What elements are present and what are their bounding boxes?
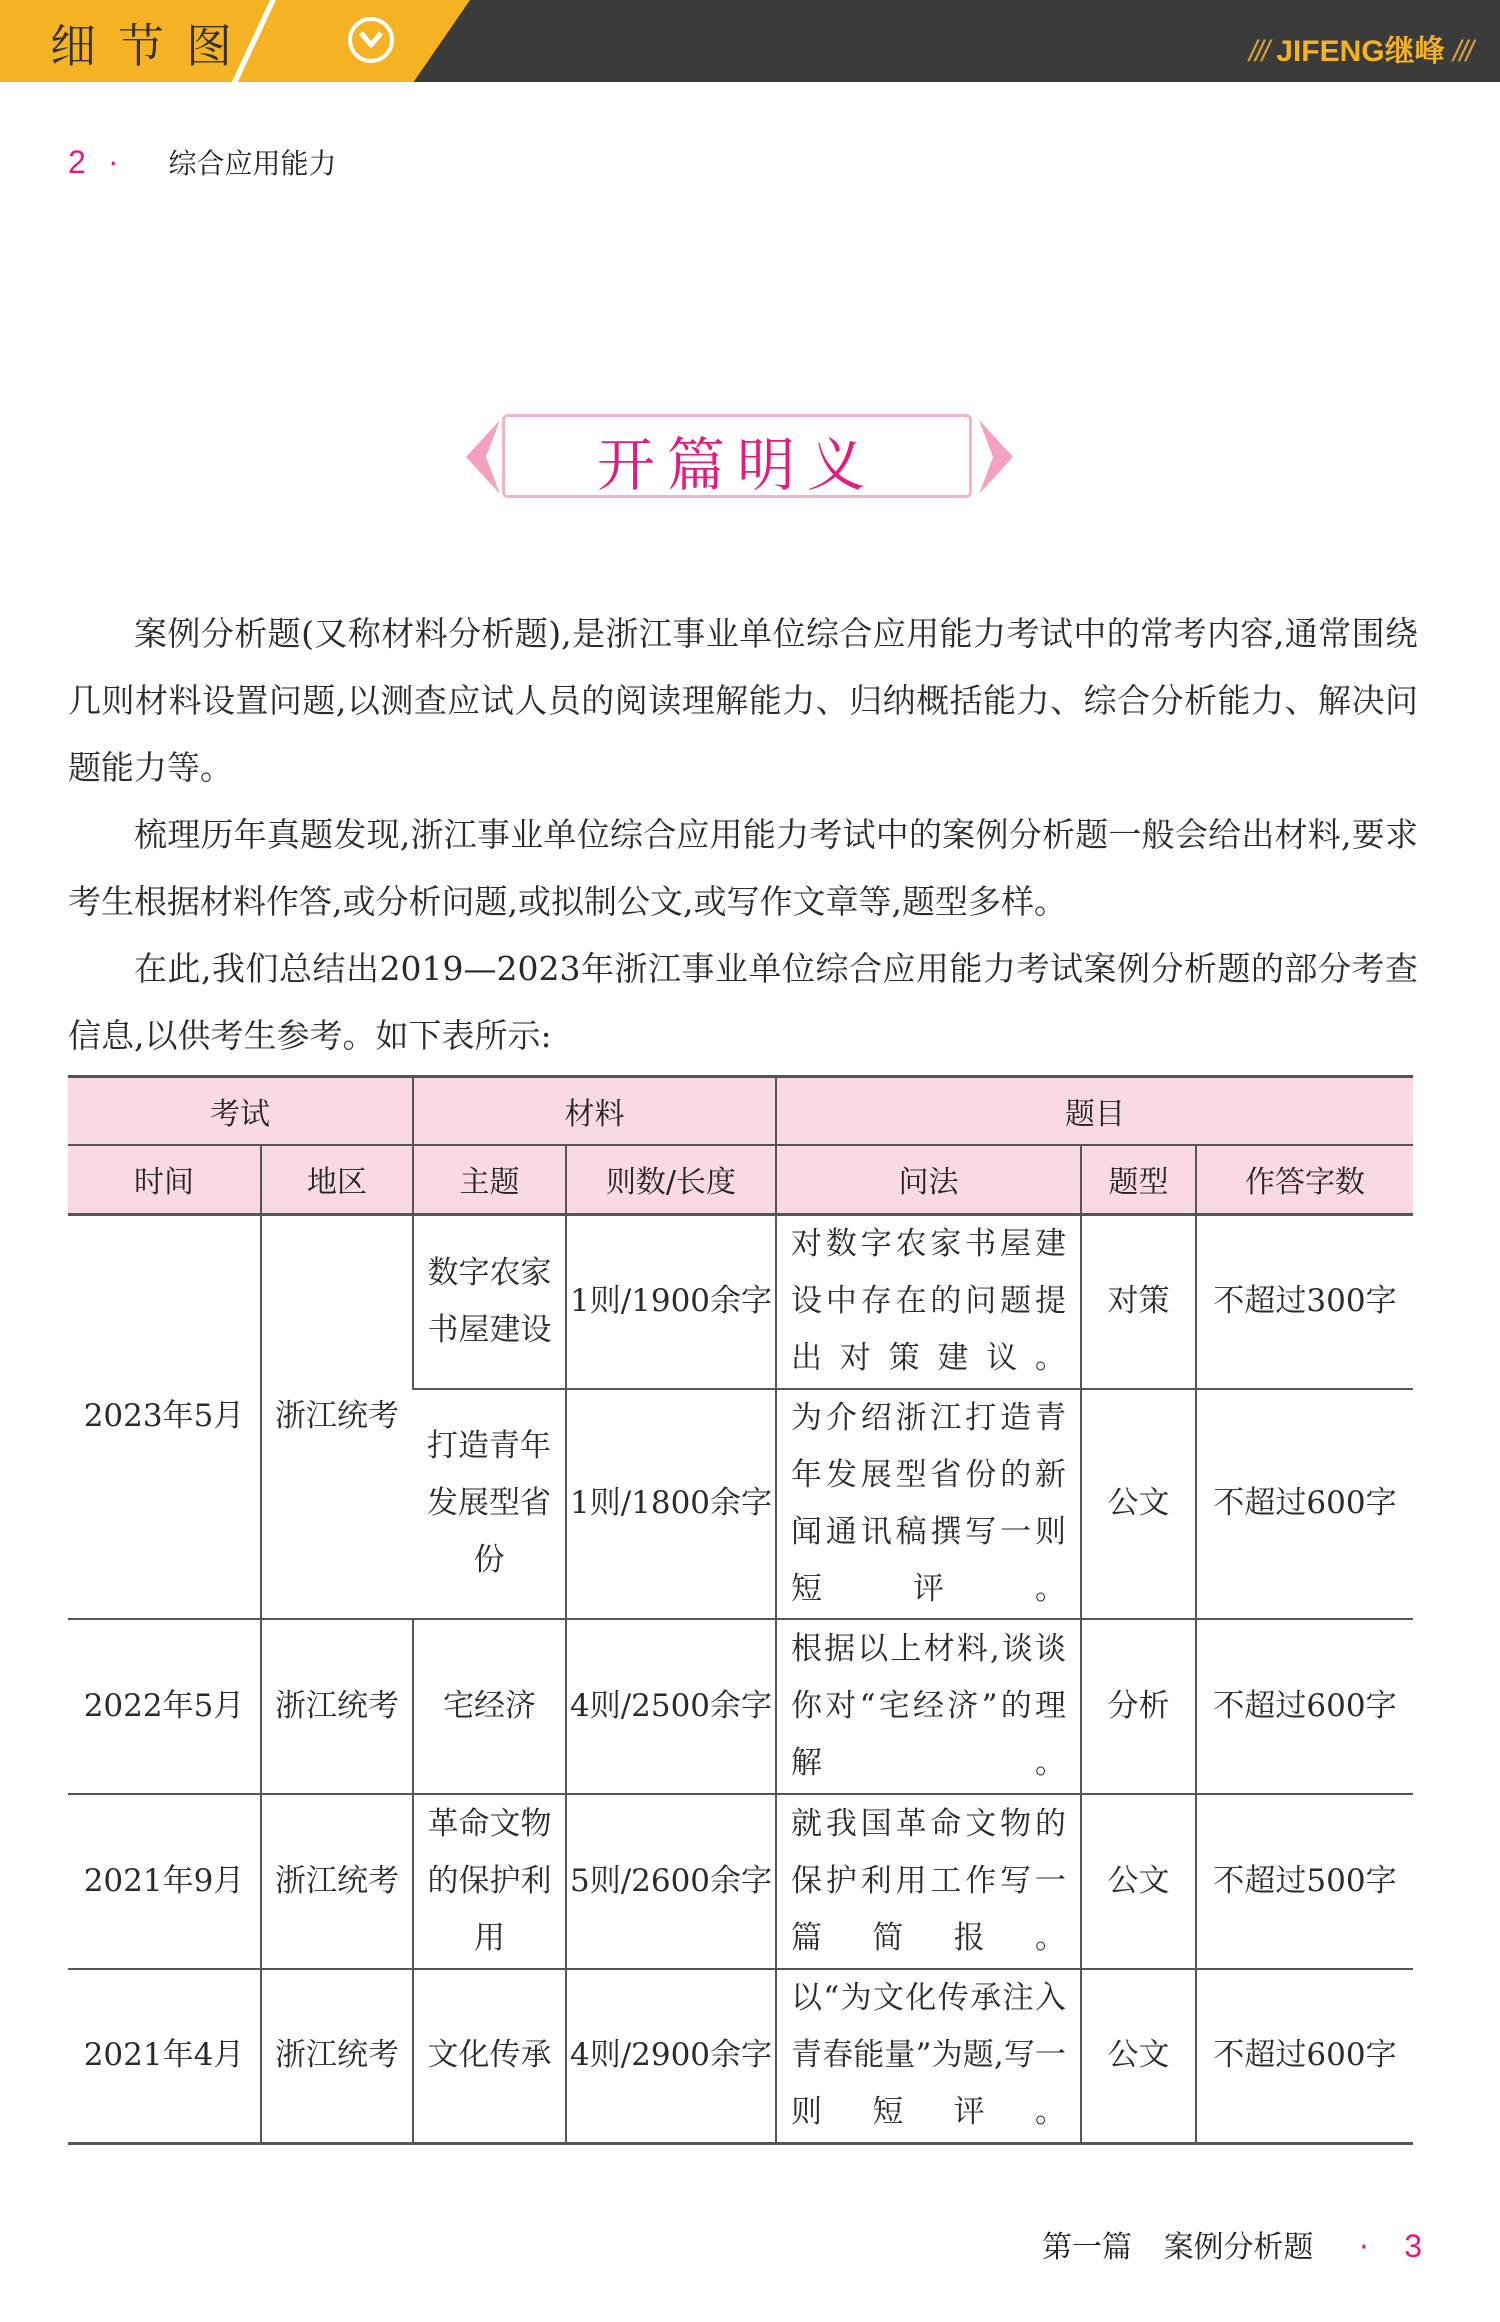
column-header-words: 作答字数	[1196, 1145, 1413, 1215]
cell-region: 浙江统考	[261, 1619, 413, 1794]
banner-title: 细节图	[50, 19, 254, 73]
cell-type: 分析	[1081, 1619, 1196, 1794]
running-head-dot: ·	[108, 147, 118, 180]
cell-topic: 宅经济	[413, 1619, 566, 1794]
column-header-type: 题型	[1081, 1145, 1196, 1215]
running-head	[68, 142, 337, 182]
right-arrow-icon	[977, 418, 1017, 496]
section-title: 开篇明义	[596, 431, 877, 499]
cell-region: 浙江统考	[261, 1215, 413, 1619]
cell-length: 5则/2600余字	[566, 1794, 776, 1969]
cell-type: 公文	[1081, 1969, 1196, 2144]
cell-topic: 打造青年发展型省份	[413, 1389, 566, 1619]
cell-region: 浙江统考	[261, 1794, 413, 1969]
cell-length: 1则/1900余字	[566, 1215, 776, 1389]
cell-time: 2021年9月	[68, 1794, 261, 1969]
chevron-down-icon	[348, 17, 394, 63]
brand-deco-right: ///	[1452, 35, 1472, 68]
cell-question: 就我国革命文物的保护利用工作写一篇简报。	[776, 1794, 1081, 1969]
cell-length: 4则/2500余字	[566, 1619, 776, 1794]
cell-question: 根据以上材料,谈谈你对“宅经济”的理解。	[776, 1619, 1081, 1794]
group-header-material: 材料	[413, 1077, 776, 1145]
table-row	[68, 1215, 1413, 1389]
intro-paragraph: 在此,我们总结出2019—2023年浙江事业单位综合应用能力考试案例分析题的部分考查信息,以供考生参考。如下表所示:	[68, 949, 1418, 1055]
brand-name: JIFENG继峰	[1276, 35, 1445, 68]
table-row	[68, 1969, 1413, 2144]
cell-time: 2021年4月	[68, 1969, 261, 2144]
cell-type: 公文	[1081, 1389, 1196, 1619]
left-arrow-icon	[462, 418, 502, 496]
footer-dot: ·	[1359, 2230, 1369, 2265]
column-header-length: 则数/长度	[566, 1145, 776, 1215]
top-banner	[0, 0, 1500, 82]
intro-paragraph: 梳理历年真题发现,浙江事业单位综合应用能力考试中的案例分析题一般会给出材料,要求考生根据材料作答,或分析问题,或拟制公文,或写作文章等,题型多样。	[68, 815, 1418, 921]
brand-deco-left: ///	[1248, 35, 1268, 68]
column-header-topic: 主题	[413, 1145, 566, 1215]
cell-topic: 文化传承	[413, 1969, 566, 2144]
footer-page-number: 3	[1404, 2228, 1422, 2264]
cell-question: 为介绍浙江打造青年发展型省份的新闻通讯稿撰写一则短评。	[776, 1389, 1081, 1619]
cell-time: 2022年5月	[68, 1619, 261, 1794]
column-header-time: 时间	[68, 1145, 261, 1215]
cell-words: 不超过600字	[1196, 1389, 1413, 1619]
group-header-question: 题目	[776, 1077, 1413, 1145]
table-row	[68, 1619, 1413, 1794]
section-title-badge	[462, 410, 1017, 505]
cell-question: 以“为文化传承注入青春能量”为题,写一则短评。	[776, 1969, 1081, 2144]
cell-words: 不超过600字	[1196, 1969, 1413, 2144]
book-title: 综合应用能力	[168, 147, 337, 180]
footer-chapter: 案例分析题	[1163, 2230, 1314, 2265]
intro-paragraph: 案例分析题(又称材料分析题),是浙江事业单位综合应用能力考试中的常考内容,通常围绕几则材料设置问题,以测查应试人员的阅读理解能力、归纳概括能力、综合分析能力、解决问题能力等。	[68, 614, 1418, 787]
footer-part: 第一篇	[1042, 2230, 1133, 2265]
column-header-question: 问法	[776, 1145, 1081, 1215]
cell-words: 不超过300字	[1196, 1215, 1413, 1389]
footer	[1042, 2222, 1422, 2266]
cell-topic: 数字农家书屋建设	[413, 1215, 566, 1389]
cell-question: 对数字农家书屋建设中存在的问题提出对策建议。	[776, 1215, 1081, 1389]
cell-time: 2023年5月	[68, 1215, 261, 1619]
brand-logo	[1249, 26, 1472, 70]
cell-length: 4则/2900余字	[566, 1969, 776, 2144]
intro-text	[68, 600, 1418, 1069]
group-header-exam: 考试	[68, 1077, 413, 1145]
cell-type: 公文	[1081, 1794, 1196, 1969]
exam-info-table	[68, 1075, 1413, 2145]
page-number: 2	[68, 144, 86, 180]
cell-topic: 革命文物的保护利用	[413, 1794, 566, 1969]
cell-length: 1则/1800余字	[566, 1389, 776, 1619]
cell-region: 浙江统考	[261, 1969, 413, 2144]
column-header-region: 地区	[261, 1145, 413, 1215]
cell-type: 对策	[1081, 1215, 1196, 1389]
table-row	[68, 1794, 1413, 1969]
cell-words: 不超过500字	[1196, 1794, 1413, 1969]
cell-words: 不超过600字	[1196, 1619, 1413, 1794]
